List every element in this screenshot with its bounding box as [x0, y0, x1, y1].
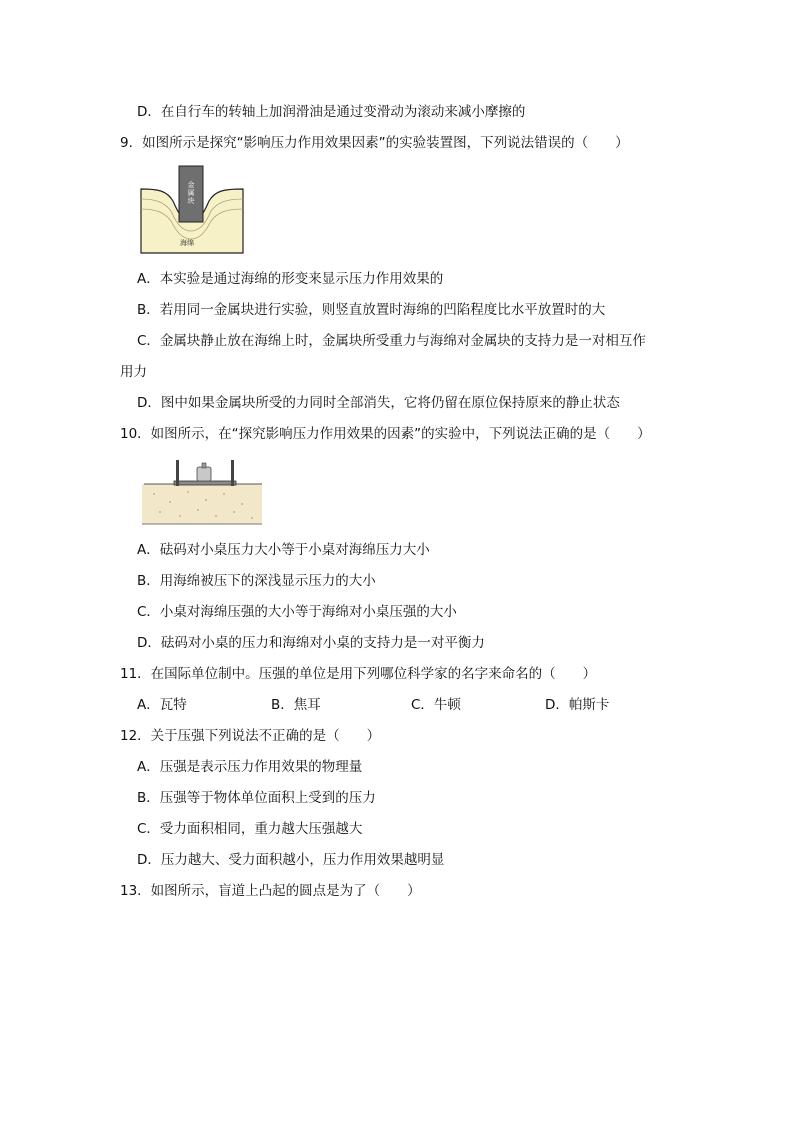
q11-option-c: C．牛顿: [411, 697, 461, 713]
q12-option-a: A．压强是表示压力作用效果的物理量: [137, 759, 363, 775]
weight-knob: [202, 463, 206, 468]
q10-stem: 10．如图所示，在“探究影响压力作用效果的因素”的实验中，下列说法正确的是（ ）: [120, 426, 651, 442]
q9-option-a: A．本实验是通过海绵的形变来显示压力作用效果的: [137, 271, 444, 287]
q13-stem: 13．如图所示，盲道上凸起的圆点是为了（ ）: [120, 883, 421, 899]
q9-sponge-block-figure: [139, 165, 245, 255]
q10-table-sponge-figure: [140, 456, 264, 528]
q11-stem: 11．在国际单位制中。压强的单位是用下列哪位科学家的名字来命名的（ ）: [120, 666, 597, 682]
weight: [197, 467, 211, 481]
table-leg: [176, 460, 179, 486]
q12-option-d: D．压力越大、受力面积越小，压力作用效果越明显: [137, 852, 445, 868]
table-leg: [231, 460, 234, 486]
q10-option-a: A．砝码对小桌压力大小等于小桌对海绵压力大小: [137, 542, 430, 558]
sponge-label: 海绵: [180, 239, 194, 247]
q11-option-a: A．瓦特: [137, 697, 187, 713]
q9-stem: 9．如图所示是探究“影响压力作用效果因素”的实验装置图，下列说法错误的（ ）: [120, 135, 629, 151]
q10-option-d: D．砝码对小桌的压力和海绵对小桌的支持力是一对平衡力: [137, 635, 485, 651]
q8-option-d: D．在自行车的转轴上加润滑油是通过变滑动为滚动来减小摩擦的: [137, 104, 526, 120]
q9-option-d: D．图中如果金属块所受的力同时全部消失，它将仍留在原位保持原来的静止状态: [137, 395, 620, 411]
q12-stem: 12．关于压强下列说法不正确的是（ ）: [120, 728, 381, 744]
q10-option-b: B．用海绵被压下的深浅显示压力的大小: [137, 573, 376, 589]
q9-option-b: B．若用同一金属块进行实验，则竖直放置时海绵的凹陷程度比水平放置时的大: [137, 302, 606, 318]
table-top: [174, 481, 236, 485]
q12-option-b: B．压强等于物体单位面积上受到的压力: [137, 790, 376, 806]
q12-option-c: C．受力面积相同，重力越大压强越大: [137, 821, 363, 837]
q11-option-b: B．焦耳: [271, 697, 321, 713]
metal-block-label: 金属块: [187, 181, 195, 205]
q9-option-c: C．金属块静止放在海绵上时，金属块所受重力与海绵对金属块的支持力是一对相互作: [137, 333, 646, 349]
sponge: [142, 484, 262, 524]
q10-option-c: C．小桌对海绵压强的大小等于海绵对小桌压强的大小: [137, 604, 457, 620]
q11-option-d: D．帕斯卡: [545, 697, 610, 713]
q9-option-c-cont: 用力: [120, 364, 147, 380]
